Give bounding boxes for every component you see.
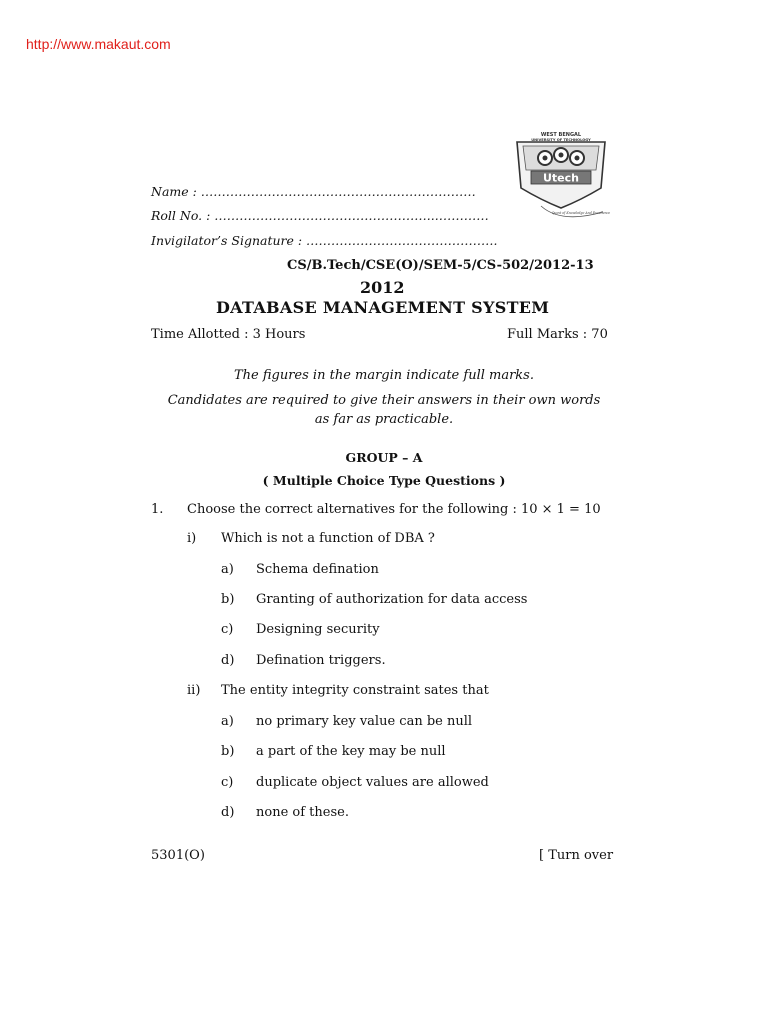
name-field: Name : …………………………………………………………: [151, 184, 476, 199]
page-title: DATABASE MANAGEMENT SYSTEM: [216, 298, 550, 317]
option-text: Defination triggers.: [256, 653, 386, 668]
option-label: d): [221, 805, 235, 820]
full-marks-text: Full Marks : 70: [507, 327, 608, 342]
option-label: b): [221, 592, 235, 607]
option-text: no primary key value can be null: [256, 714, 473, 729]
instruction-line-2: Candidates are required to give their answers in their own words: [167, 393, 601, 408]
university-logo: [511, 128, 611, 226]
turn-over-note: [ Turn over: [539, 848, 614, 863]
option-label: b): [221, 744, 235, 759]
logo-line1: WEST BENGAL: [540, 132, 582, 138]
option-label: c): [221, 775, 234, 790]
exam-year: 2012: [360, 278, 405, 297]
part-question-text: Which is not a function of DBA ?: [221, 531, 435, 546]
instruction-line-1: The figures in the margin indicate full marks.: [233, 368, 534, 383]
roll-number-field: Roll No. : ……………………………………………...…………: [151, 208, 489, 223]
paper-code: CS/B.Tech/CSE(O)/SEM-5/CS-502/2012-13: [287, 258, 594, 273]
option-text: Schema defination: [256, 562, 379, 577]
option-text: none of these.: [256, 805, 349, 820]
option-text: Granting of authorization for data access: [256, 592, 528, 607]
part-label: ii): [187, 683, 201, 698]
question-text: Choose the correct alternatives for the following : 10 × 1 = 10: [187, 502, 601, 517]
invigilator-signature-field: Invigilator’s Signature : ……………………………………….: [151, 233, 498, 248]
option-text: a part of the key may be null: [256, 744, 446, 759]
source-url-link[interactable]: http://www.makaut.com: [26, 36, 171, 52]
group-title: GROUP – A: [345, 450, 423, 465]
time-allotted: [151, 327, 305, 342]
logo-line2: UNIVERSITY OF TECHNOLOGY: [531, 138, 591, 142]
utech-emblem-icon: [511, 128, 611, 226]
question-number: 1.: [151, 502, 164, 517]
option-text: duplicate object values are allowed: [256, 775, 489, 790]
footer-paper-code: 5301(O): [151, 848, 205, 863]
option-label: c): [221, 622, 234, 637]
part-question-text: The entity integrity constraint sates that: [221, 683, 489, 698]
option-label: d): [221, 653, 235, 668]
group-subtitle: ( Multiple Choice Type Questions ): [262, 473, 506, 488]
option-label: a): [221, 562, 234, 577]
time-allotted-text: Time Allotted : 3 Hours: [151, 327, 306, 342]
instruction-line-3: as far as practicable.: [314, 412, 454, 427]
option-label: a): [221, 714, 234, 729]
option-text: Designing security: [256, 622, 380, 637]
part-label: i): [187, 531, 197, 546]
logo-motto: Quest of Knowledge And Excellence: [551, 211, 611, 215]
full-marks: [507, 327, 608, 342]
logo-name: Utech: [542, 171, 580, 185]
